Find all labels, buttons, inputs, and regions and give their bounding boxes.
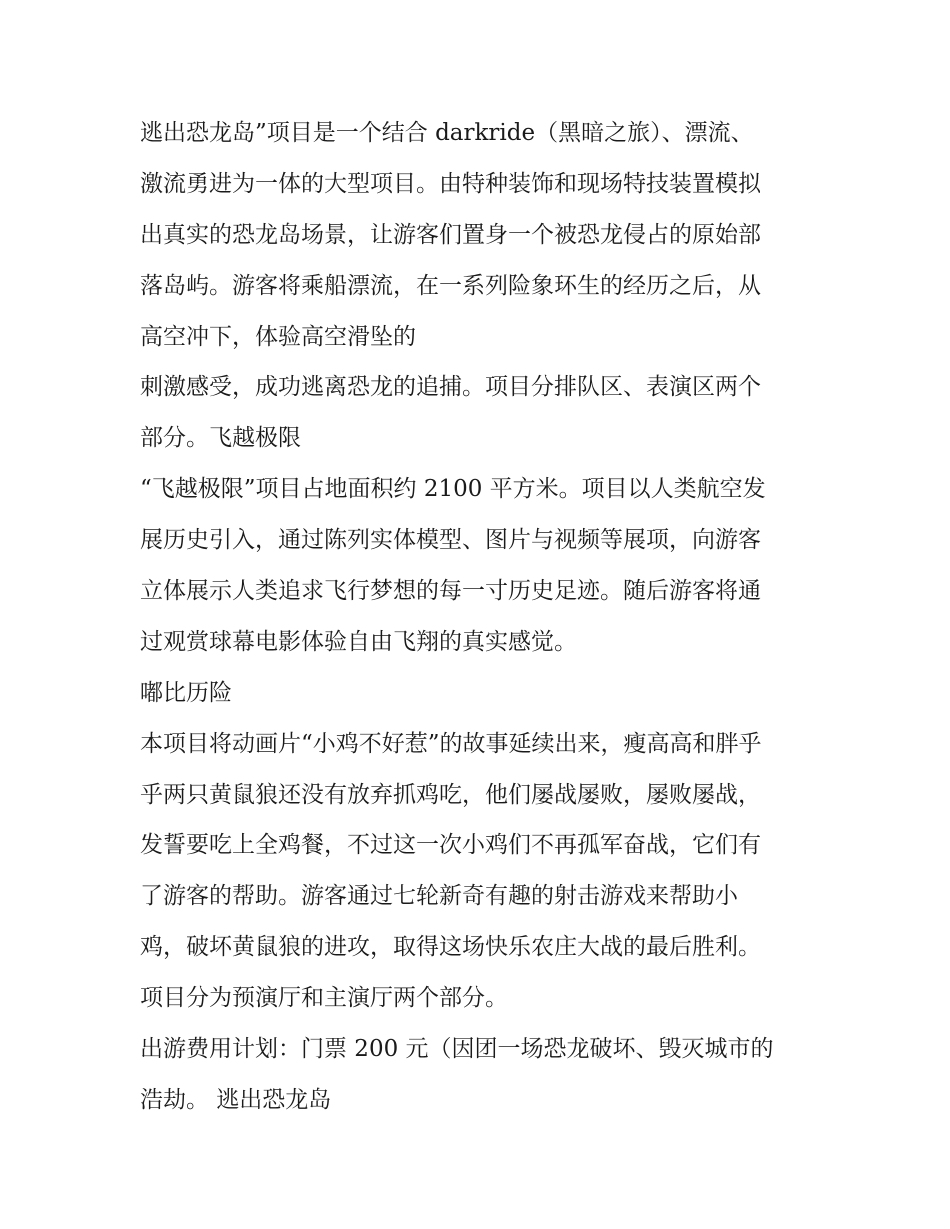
text-line: 展历史引入，通过陈列实体模型、图片与视频等展项，向游客 [140, 527, 761, 554]
document-body [140, 108, 820, 1126]
text-line: “飞越极限”项目占地面积约 2100 平方米。项目以人类航空发 [140, 476, 766, 503]
text-line: 高空冲下，体验高空滑坠的 [140, 323, 416, 350]
text-line: 立体展示人类追求飞行梦想的每一寸历史足迹。随后游客将通 [140, 578, 761, 605]
text-line: 发誓要吃上全鸡餐，不过这一次小鸡们不再孤军奋战，它们有 [140, 832, 761, 859]
text-line: 部分。飞越极限 [140, 425, 301, 452]
text-line: 激流勇进为一体的大型项目。由特种装饰和现场特技装置模拟 [140, 170, 761, 197]
text-line: 落岛屿。游客将乘船漂流，在一系列险象环生的经历之后，从 [140, 272, 761, 299]
text-line: 过观赏球幕电影体验自由飞翔的真实感觉。 [140, 628, 577, 655]
section-heading: 嘟比历险 [140, 679, 232, 706]
text-line: 了游客的帮助。游客通过七轮新奇有趣的射击游戏来帮助小 [140, 883, 738, 910]
text-line: 本项目将动画片“小鸡不好惹”的故事延续出来，瘦高高和胖乎 [140, 730, 762, 757]
text-line: 逃出恐龙岛”项目是一个结合 darkride（黑暗之旅）、漂流、 [140, 120, 754, 146]
text-line: 鸡，破坏黄鼠狼的进攻，取得这场快乐农庄大战的最后胜利。 [140, 934, 761, 961]
text-line: 刺激感受，成功逃离恐龙的追捕。项目分排队区、表演区两个 [140, 374, 761, 401]
text-line: 乎两只黄鼠狼还没有放弃抓鸡吃，他们屡战屡败，屡败屡战， [140, 781, 761, 808]
text-line: 出真实的恐龙岛场景，让游客们置身一个被恐龙侵占的原始部 [140, 221, 761, 248]
text-line: 出游费用计划：门票 200 元（因团一场恐龙破坏、毁灭城市的 [140, 1036, 774, 1063]
text-line: 项目分为预演厅和主演厅两个部分。 [140, 985, 508, 1012]
text-line: 浩劫。 逃出恐龙岛 [140, 1086, 332, 1113]
